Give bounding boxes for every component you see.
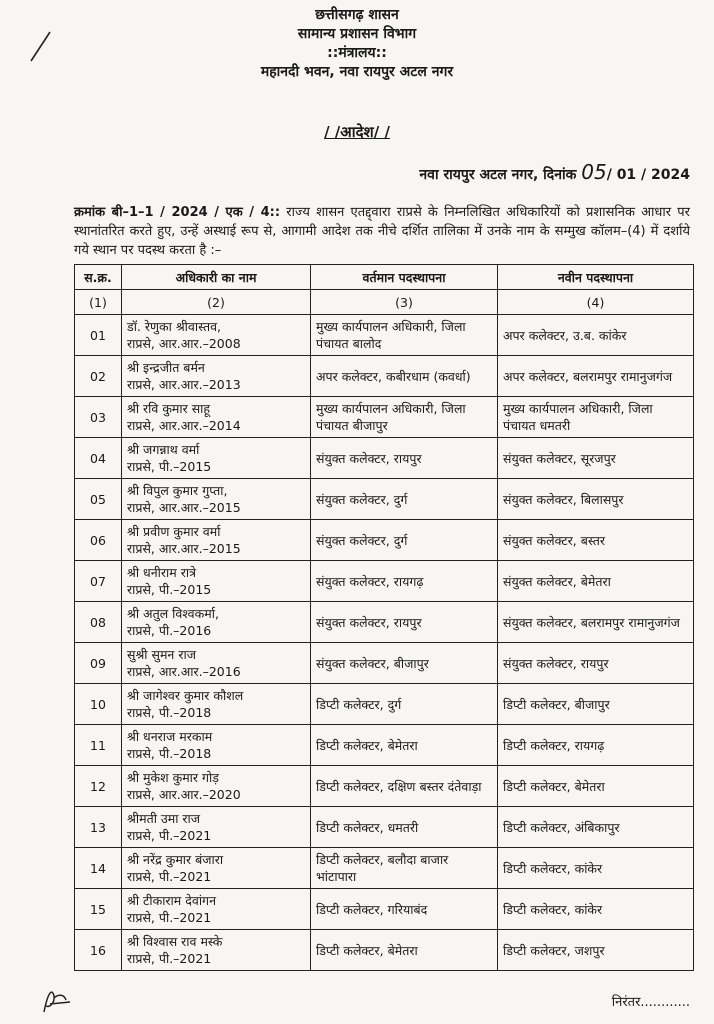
current-posting-cell (311, 397, 498, 438)
serial-text: 04 (90, 450, 106, 466)
table-row (75, 643, 694, 684)
current-posting-cell (311, 561, 498, 602)
column-number-row (75, 290, 694, 315)
table-row (75, 930, 694, 971)
current-posting-text: संयुक्त कलेक्टर, रायपुर (316, 614, 422, 630)
new-posting-text: संयुक्त कलेक्टर, बेमेतरा (503, 573, 611, 589)
officer-name: श्री जगन्नाथ वर्मा (127, 442, 200, 457)
table-row (75, 520, 694, 561)
serial-text: 09 (90, 655, 106, 671)
new-posting-cell (498, 643, 694, 684)
new-posting-cell (498, 848, 694, 889)
serial-text: 12 (90, 778, 106, 794)
serial-cell (75, 643, 122, 684)
header-current-posting: वर्तमान पदस्थापना (311, 265, 498, 290)
officer-name: श्री अतुल विश्वकर्मा, (127, 606, 219, 621)
officer-cell (122, 602, 311, 643)
column-number: (2) (122, 290, 311, 315)
new-posting-text: डिप्टी कलेक्टर, जशपुर (503, 942, 605, 958)
service-batch: राप्रसे, पी.–2018 (127, 705, 212, 720)
service-batch: राप्रसे, पी.–2021 (127, 910, 212, 925)
current-posting-text: डिप्टी कलेक्टर, दक्षिण बस्तर दंतेवाड़ा (316, 778, 482, 794)
initials-signature-icon (36, 984, 76, 1016)
current-posting-cell (311, 520, 498, 561)
new-posting-cell (498, 520, 694, 561)
officer-cell (122, 766, 311, 807)
officer-cell (122, 930, 311, 971)
new-posting-text: डिप्टी कलेक्टर, कांकेर (503, 901, 603, 917)
new-posting-cell (498, 479, 694, 520)
service-batch: राप्रसे, पी.–2021 (127, 869, 212, 884)
current-posting-cell (311, 356, 498, 397)
new-posting-cell (498, 684, 694, 725)
officer-cell (122, 725, 311, 766)
current-posting-text: डिप्टी कलेक्टर, बेमेतरा (316, 737, 418, 753)
current-posting-cell (311, 930, 498, 971)
current-posting-cell (311, 725, 498, 766)
current-posting-text: संयुक्त कलेक्टर, दुर्ग (316, 491, 408, 507)
current-posting-cell (311, 479, 498, 520)
new-posting-cell (498, 766, 694, 807)
serial-cell (75, 397, 122, 438)
table-row (75, 479, 694, 520)
serial-text: 14 (90, 860, 106, 876)
new-posting-cell (498, 807, 694, 848)
officer-cell (122, 848, 311, 889)
service-batch: राप्रसे, पी.–2021 (127, 951, 212, 966)
serial-cell (75, 766, 122, 807)
table-row (75, 315, 694, 356)
new-posting-text: डिप्टी कलेक्टर, कांकेर (503, 860, 603, 876)
order-reference: क्रमांक बी–1–1 / 2024 / एक / 4:: (74, 205, 281, 220)
officer-name: श्री धनीराम रात्रे (127, 565, 196, 580)
current-posting-cell (311, 848, 498, 889)
current-posting-cell (311, 889, 498, 930)
current-posting-text: मुख्य कार्यपालन अधिकारी, जिला पंचायत बालोद (316, 319, 466, 351)
serial-text: 07 (90, 573, 106, 589)
month-year: / 01 / 2024 (606, 167, 690, 183)
service-batch: राप्रसे, आर.आर.–2013 (127, 377, 241, 392)
serial-cell (75, 520, 122, 561)
service-batch: राप्रसे, पी.–2015 (127, 582, 212, 597)
table-header-row (75, 265, 694, 290)
new-posting-text: संयुक्त कलेक्टर, सूरजपुर (503, 450, 616, 466)
column-number: (1) (75, 290, 122, 315)
new-posting-cell (498, 561, 694, 602)
new-posting-cell (498, 930, 694, 971)
place-date-prefix: नवा रायपुर अटल नगर, दिनांक (419, 167, 577, 183)
new-posting-cell (498, 315, 694, 356)
new-posting-cell (498, 356, 694, 397)
officer-cell (122, 315, 311, 356)
officer-name: श्रीमती उमा राज (127, 811, 201, 826)
service-batch: राप्रसे, आर.आर.–2008 (127, 336, 241, 351)
current-posting-text: मुख्य कार्यपालन अधिकारी, जिला पंचायत बीजापुर (316, 401, 466, 433)
office-address: महानदी भवन, नवा रायपुर अटल नगर (260, 64, 454, 80)
officer-name: डॉ. रेणुका श्रीवास्तव, (127, 319, 222, 334)
column-number: (4) (498, 290, 694, 315)
current-posting-cell (311, 602, 498, 643)
current-posting-text: डिप्टी कलेक्टर, बलौदा बाजार भांटापारा (316, 852, 449, 884)
current-posting-text: संयुक्त कलेक्टर, बीजापुर (316, 655, 429, 671)
officer-name: श्री नरेंद्र कुमार बंजारा (127, 852, 224, 867)
current-posting-text: अपर कलेक्टर, कबीरधाम (कवर्धा) (316, 368, 471, 384)
new-posting-text: संयुक्त कलेक्टर, रायपुर (503, 655, 609, 671)
order-intro (74, 203, 690, 260)
service-batch: राप्रसे, आर.आर.–2015 (127, 541, 241, 556)
serial-cell (75, 602, 122, 643)
new-posting-text: डिप्टी कलेक्टर, अंबिकापुर (503, 819, 620, 835)
officer-name: श्री रवि कुमार साहू (127, 401, 211, 416)
officer-cell (122, 643, 311, 684)
serial-cell (75, 315, 122, 356)
current-posting-text: संयुक्त कलेक्टर, दुर्ग (316, 532, 408, 548)
serial-text: 11 (90, 737, 106, 753)
order-intro-text: राज्य शासन एतद्द्वारा राप्रसे के निम्नलिखित अधिकारियों को प्रशासनिक आधार पर स्थानांतरित करते हुए, उन्हें अस्थाई रूप से, आगामी आदेश तक नीचे दर्शित तालिका में उनके नाम के सम्मुख कॉलम–(4) में दर्शाये गये स्थान पर पदस्थ करता है :– (74, 205, 690, 258)
officer-name: श्री धनराज मरकाम (127, 729, 213, 744)
serial-text: 06 (90, 532, 106, 548)
order-title: / /आदेश/ / (324, 123, 390, 141)
current-posting-cell (311, 315, 498, 356)
serial-cell (75, 438, 122, 479)
new-posting-text: मुख्य कार्यपालन अधिकारी, जिला पंचायत धमतरी (503, 401, 653, 433)
officer-cell (122, 684, 311, 725)
dateline (419, 160, 690, 184)
serial-text: 16 (90, 942, 106, 958)
transfer-table (74, 264, 694, 971)
officer-cell (122, 807, 311, 848)
current-posting-cell (311, 684, 498, 725)
officer-name: श्री टीकाराम देवांगन (127, 893, 217, 908)
serial-cell (75, 930, 122, 971)
table-row (75, 807, 694, 848)
service-batch: राप्रसे, आर.आर.–2014 (127, 418, 241, 433)
ministry-name: ::मंत्रालय:: (327, 45, 387, 61)
officer-name: श्री विश्वास राव मस्के (127, 934, 223, 949)
serial-text: 03 (90, 409, 106, 425)
current-posting-text: डिप्टी कलेक्टर, धमतरी (316, 819, 419, 835)
current-posting-cell (311, 438, 498, 479)
service-batch: राप्रसे, पी.–2018 (127, 746, 212, 761)
current-posting-text: डिप्टी कलेक्टर, दुर्ग (316, 696, 402, 712)
serial-cell (75, 889, 122, 930)
current-posting-cell (311, 643, 498, 684)
handwritten-day: 05 (581, 160, 607, 184)
officer-name: श्री जागेश्वर कुमार कौशल (127, 688, 244, 703)
serial-text: 10 (90, 696, 106, 712)
serial-cell (75, 684, 122, 725)
service-batch: राप्रसे, पी.–2021 (127, 828, 212, 843)
table-row (75, 766, 694, 807)
new-posting-text: अपर कलेक्टर, उ.ब. कांकेर (503, 327, 627, 343)
serial-cell (75, 356, 122, 397)
serial-text: 01 (90, 327, 106, 343)
officer-name: श्री विपुल कुमार गुप्ता, (127, 483, 228, 498)
serial-cell (75, 807, 122, 848)
new-posting-cell (498, 889, 694, 930)
current-posting-text: संयुक्त कलेक्टर, रायगढ़ (316, 573, 424, 589)
table-row (75, 602, 694, 643)
new-posting-cell (498, 725, 694, 766)
current-posting-cell (311, 766, 498, 807)
new-posting-cell (498, 602, 694, 643)
table-row (75, 684, 694, 725)
table-row (75, 356, 694, 397)
new-posting-text: डिप्टी कलेक्टर, बीजापुर (503, 696, 610, 712)
table-row (75, 397, 694, 438)
serial-cell (75, 479, 122, 520)
officer-cell (122, 438, 311, 479)
officer-cell (122, 520, 311, 561)
header-officer-name: अधिकारी का नाम (122, 265, 311, 290)
serial-text: 15 (90, 901, 106, 917)
officer-cell (122, 356, 311, 397)
serial-text: 08 (90, 614, 106, 630)
current-posting-text: संयुक्त कलेक्टर, रायपुर (316, 450, 422, 466)
service-batch: राप्रसे, पी.–2015 (127, 459, 212, 474)
serial-text: 05 (90, 491, 106, 507)
officer-name: सुश्री सुमन राज (127, 647, 196, 662)
current-posting-text: डिप्टी कलेक्टर, बेमेतरा (316, 942, 418, 958)
serial-cell (75, 561, 122, 602)
service-batch: राप्रसे, आर.आर.–2016 (127, 664, 241, 679)
table-row (75, 725, 694, 766)
header-serial: स.क्र. (75, 265, 122, 290)
serial-cell (75, 848, 122, 889)
officer-cell (122, 561, 311, 602)
new-posting-text: संयुक्त कलेक्टर, बलरामपुर रामानुजगंज (503, 614, 680, 630)
new-posting-text: डिप्टी कलेक्टर, रायगढ़ (503, 737, 605, 753)
continued-note: निरंतर............ (611, 995, 690, 1010)
new-posting-text: संयुक्त कलेक्टर, बिलासपुर (503, 491, 624, 507)
new-posting-cell (498, 397, 694, 438)
new-posting-text: डिप्टी कलेक्टर, बेमेतरा (503, 778, 605, 794)
letterhead (0, 6, 714, 82)
table-row (75, 561, 694, 602)
department-name: सामान्य प्रशासन विभाग (297, 26, 417, 42)
table-row (75, 848, 694, 889)
serial-text: 02 (90, 368, 106, 384)
officer-cell (122, 889, 311, 930)
officer-cell (122, 479, 311, 520)
service-batch: राप्रसे, आर.आर.–2020 (127, 787, 241, 802)
header-new-posting: नवीन पदस्थापना (498, 265, 694, 290)
current-posting-cell (311, 807, 498, 848)
new-posting-text: संयुक्त कलेक्टर, बस्तर (503, 532, 605, 548)
table-row (75, 889, 694, 930)
new-posting-text: अपर कलेक्टर, बलरामपुर रामानुजगंज (503, 368, 673, 384)
officer-name: श्री प्रवीण कुमार वर्मा (127, 524, 221, 539)
officer-name: श्री मुकेश कुमार गोड़ (127, 770, 219, 785)
officer-cell (122, 397, 311, 438)
table-row (75, 438, 694, 479)
officer-name: श्री इन्द्रजीत बर्मन (127, 360, 205, 375)
column-number: (3) (311, 290, 498, 315)
current-posting-text: डिप्टी कलेक्टर, गरियाबंद (316, 901, 428, 917)
serial-cell (75, 725, 122, 766)
service-batch: राप्रसे, पी.–2016 (127, 623, 212, 638)
serial-text: 13 (90, 819, 106, 835)
new-posting-cell (498, 438, 694, 479)
government-name: छत्तीसगढ़ शासन (315, 7, 399, 23)
service-batch: राप्रसे, आर.आर.–2015 (127, 500, 241, 515)
